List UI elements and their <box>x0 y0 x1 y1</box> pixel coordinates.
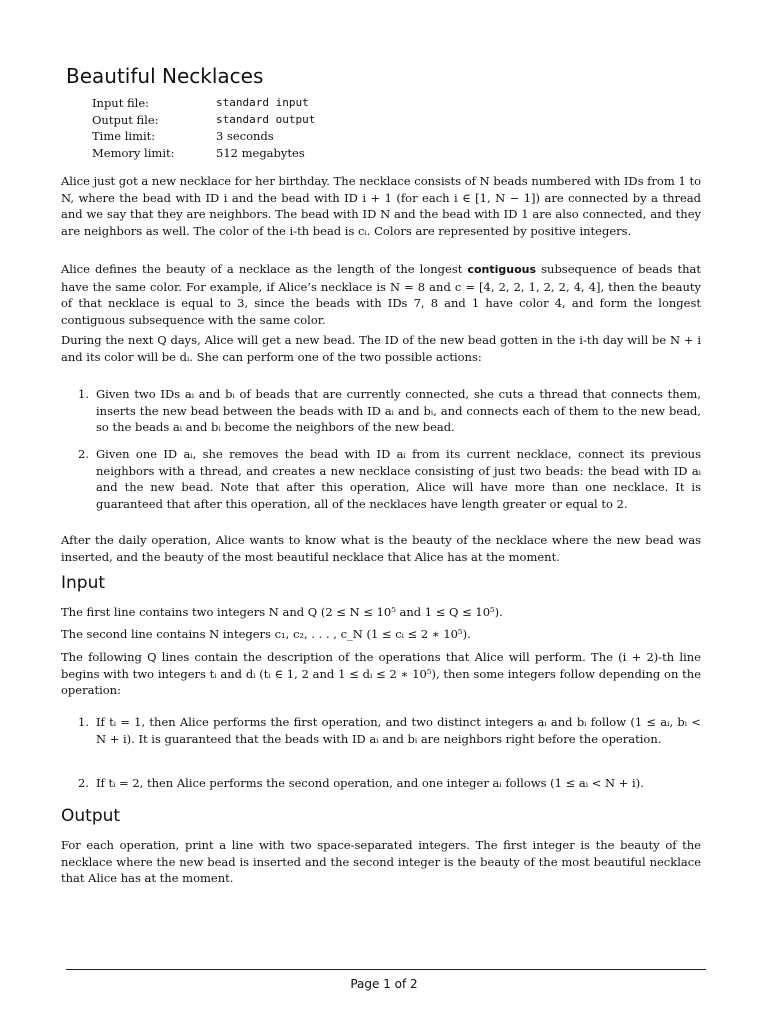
list-number: 2. <box>78 447 89 461</box>
statement-paragraph-4: After the daily operation, Alice wants to know what is the beauty of the necklace where the new bead was inserted, and the beauty of the most beautiful necklace that Alice has at the moment. <box>61 533 701 564</box>
list-text: If tᵢ = 1, then Alice performs the first operation, and two distinct integers aᵢ and bᵢ follow (1 ≤ aᵢ, bᵢ < N + i). It is guaranteed that the beads with ID aᵢ and bᵢ are neighbors right before the operation. <box>96 715 701 746</box>
input-paragraph-1: The first line contains two integers N and Q (2 ≤ N ≤ 10⁵ and 1 ≤ Q ≤ 10⁵). <box>61 605 503 619</box>
output-paragraph-1: For each operation, print a line with two space-separated integers. The first integer is the beauty of the necklace where the new bead is inserted and the second integer is the beauty of the most beautiful necklace that Alice has at the moment. <box>61 838 701 885</box>
statement-paragraph-1: Alice just got a new necklace for her birthday. The necklace consists of N beads numbered with IDs from 1 to N, where the bead with ID i and the bead with ID i + 1 (for each i ∈ [1, N − 1]) are connected by a thread and we say that they are neighbors. The bead with ID N and the bead with ID 1 are also connected, and they are neighbors as well. The color of the i-th bead is cᵢ. Colors are represented by positive integers. <box>61 174 701 238</box>
list-number: 1. <box>78 387 89 401</box>
footer-divider <box>66 969 706 970</box>
input-paragraph-2: The second line contains N integers c₁, c₂, . . . , c_N (1 ≤ cᵢ ≤ 2 ∗ 10⁵). <box>61 627 471 641</box>
meta-value: 512 megabytes <box>216 145 305 160</box>
list-text: If tᵢ = 2, then Alice performs the second operation, and one integer aᵢ follows (1 ≤ aᵢ < N + i). <box>96 776 644 790</box>
section-heading-output: Output <box>61 806 121 826</box>
statement-paragraph-3: During the next Q days, Alice will get a new bead. The ID of the new bead gotten in the i-th day will be N + i and its color will be dᵢ. She can perform one of the two possible actions: <box>61 333 701 364</box>
action-list-item <box>78 386 701 436</box>
meta-key: Memory limit: <box>92 145 175 160</box>
meta-key: Output file: <box>92 112 159 127</box>
page-number: Page 1 of 2 <box>350 977 418 991</box>
section-heading-input: Input <box>61 573 106 593</box>
problem-title: Beautiful Necklaces <box>66 64 264 88</box>
action-list-item <box>78 446 701 512</box>
meta-value: 3 seconds <box>216 129 274 143</box>
input-paragraph-3: The following Q lines contain the description of the operations that Alice will perform. The (i + 2)-th line begins with two integers tᵢ and dᵢ (tᵢ ∈ 1, 2 and 1 ≤ dᵢ ≤ 2 ∗ 10⁵), then some integers follow depending on the operation: <box>61 650 701 697</box>
meta-key: Input file: <box>92 96 150 110</box>
list-number: 2. <box>78 776 89 790</box>
meta-row-output-file <box>92 112 315 129</box>
statement-paragraph-2 <box>61 261 701 328</box>
meta-value: standard output <box>216 112 316 126</box>
list-text: Given one ID aᵢ, she removes the bead with ID aᵢ from its current necklace, connect its previous neighbors with a thread, and creates a new necklace consisting of just two beads: the bead with ID aᵢ and the new bead. Note that after this operation, Alice will have more than one necklace. It is guaranteed that after this operation, all of the necklaces have length greater or equal to 2. <box>96 447 701 511</box>
input-list-item <box>78 714 701 747</box>
meta-row-time-limit <box>92 128 315 145</box>
meta-key: Time limit: <box>92 129 156 143</box>
paragraph-text: Alice defines the beauty of a necklace as the length of the longest <box>61 262 468 276</box>
paragraph-text: subsequence of beads that have the same color. For example, if Alice’s necklace is N = 8 and c = [4, 2, 2, 1, 2, 2, 4, 4], then the beauty of that necklace is equal to 3, since the beads with IDs 7, 8 and 1 have color 4, and form the longest contiguous subsequence with the same color. <box>61 262 701 327</box>
problem-metadata <box>92 95 315 161</box>
meta-row-input-file <box>92 95 315 112</box>
input-list-item <box>78 775 701 792</box>
emphasis-contiguous: contiguous <box>467 263 537 276</box>
meta-row-memory-limit <box>92 145 315 162</box>
list-text: Given two IDs aᵢ and bᵢ of beads that are currently connected, she cuts a thread that connects them, inserts the new bead between the beads with ID aᵢ and bᵢ, and connects each of them to the new bead, so the beads aᵢ and bᵢ become the neighbors of the new bead. <box>96 387 701 434</box>
meta-value: standard input <box>216 96 309 109</box>
list-number: 1. <box>78 715 89 729</box>
